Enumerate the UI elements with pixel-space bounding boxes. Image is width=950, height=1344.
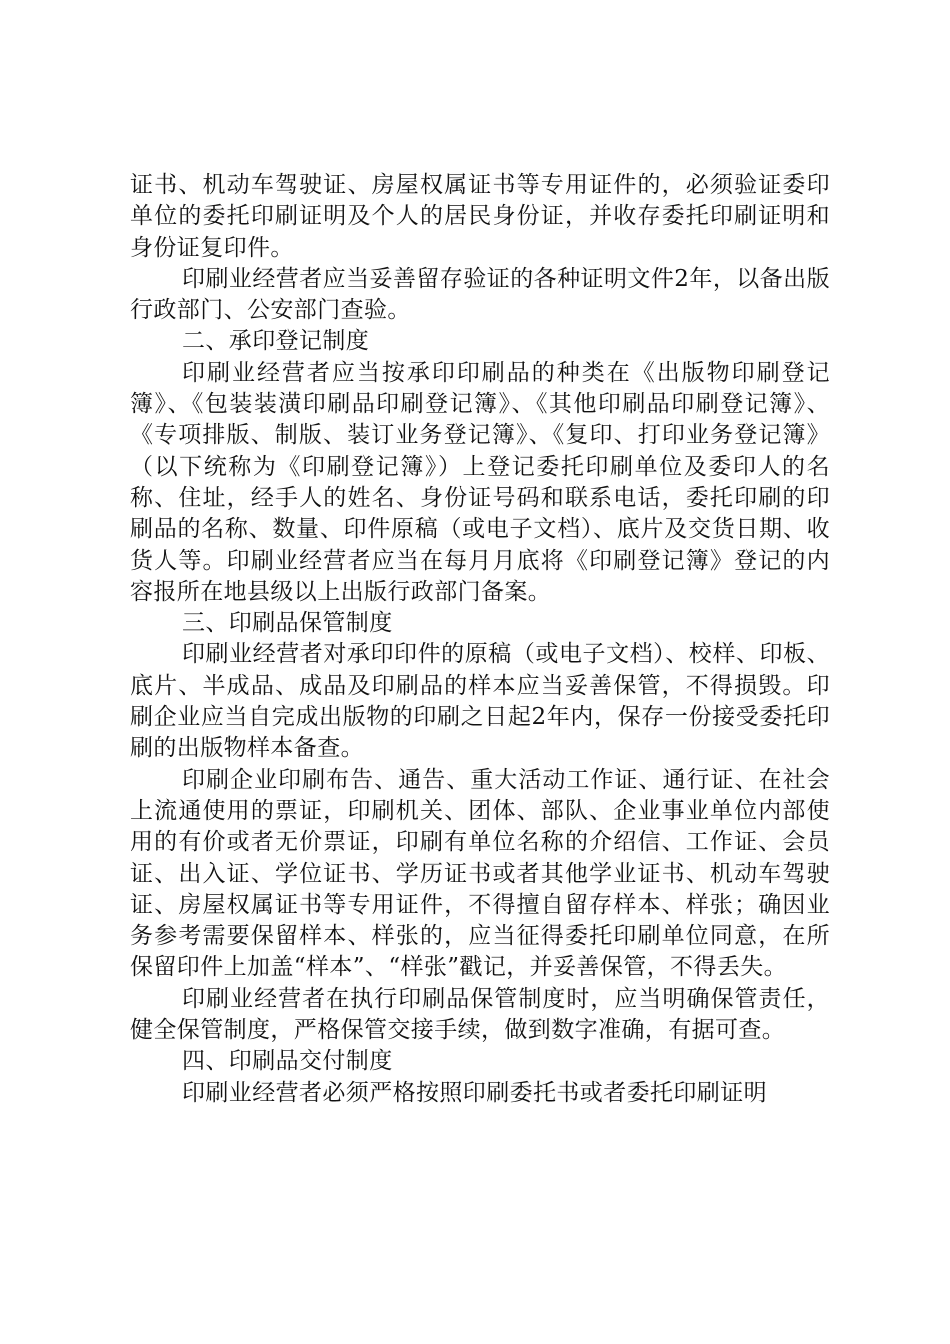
body-paragraph: 印刷企业印刷布告、通告、重大活动工作证、通行证、在社会上流通使用的票证，印刷机关、团体、部队、企业事业单位内部使用的有价或者无价票证，印刷有单位名称的介绍信、工作证、会员证、出入证、学位证书、学历证书或者其他学业证书、机动车驾驶证、房屋权属证书等专用证件，不得擅自留存样本、样张；确因业务参考需要保留样本、样张的，应当征得委托印刷单位同意，在所保留印件上加盖“样本”、“样张”戳记，并妥善保管，不得丢失。 [130, 766, 830, 981]
body-paragraph: 印刷业经营者对承印印件的原稿（或电子文档）、校样、印板、底片、半成品、成品及印刷品的样本应当妥善保管，不得损毁。印刷企业应当自完成出版物的印刷之日起2年内，保存一份接受委托印刷的出版物样本备查。 [130, 641, 830, 762]
body-paragraph: 印刷业经营者在执行印刷品保管制度时，应当明确保管责任，健全保管制度，严格保管交接手续，做到数字准确，有据可查。 [130, 985, 830, 1044]
document-page [130, 170, 830, 1109]
section-heading: 三、印刷品保管制度 [182, 610, 393, 637]
body-paragraph: 证书、机动车驾驶证、房屋权属证书等专用证件的，必须验证委印单位的委托印刷证明及个人的居民身份证，并收存委托印刷证明和身份证复印件。 [130, 172, 830, 261]
body-paragraph: 印刷业经营者应当妥善留存验证的各种证明文件2年，以备出版行政部门、公安部门查验。 [130, 265, 830, 324]
section-heading: 二、承印登记制度 [182, 328, 370, 355]
body-paragraph: 印刷业经营者应当按承印印刷品的种类在《出版物印刷登记簿》、《包装装潢印刷品印刷登记簿》、《其他印刷品印刷登记簿》、《专项排版、制版、装订业务登记簿》、《复印、打印业务登记簿》（以下统称为《印刷登记簿》）上登记委托印刷单位及委印人的名称、住址，经手人的姓名、身份证号码和联系电话，委托印刷的印刷品的名称、数量、印件原稿（或电子文档）、底片及交货日期、收货人等。印刷业经营者应当在每月月底将《印刷登记簿》登记的内容报所在地县级以上出版行政部门备案。 [130, 359, 830, 605]
section-heading: 四、印刷品交付制度 [182, 1048, 393, 1075]
body-paragraph: 印刷业经营者必须严格按照印刷委托书或者委托印刷证明 [182, 1079, 767, 1106]
